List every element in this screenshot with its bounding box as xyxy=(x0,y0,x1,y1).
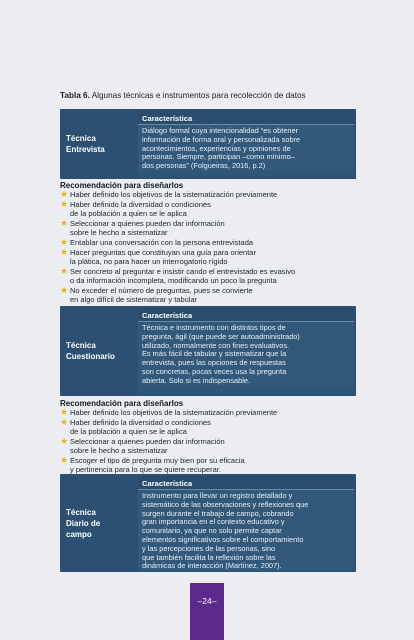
page-top-band xyxy=(0,0,414,66)
list-item xyxy=(60,268,360,286)
text-line: utilizado, normalmente con fines evaluativos. xyxy=(142,340,290,350)
list-item xyxy=(60,438,360,456)
tecnica-name: campo xyxy=(66,529,92,539)
list-item xyxy=(60,191,360,200)
recomendacion-list xyxy=(60,409,360,476)
list-item xyxy=(60,249,360,267)
recomendacion-list xyxy=(60,191,360,306)
text-line: elementos significativos sobre el comportamiento xyxy=(142,534,304,544)
star-icon: ★ xyxy=(60,189,69,199)
recomendacion-title: Recomendación para diseñarlos xyxy=(60,181,184,190)
text-line: Instrumento para llevar un registro detallado y xyxy=(142,491,293,500)
tecnica-label: Técnica xyxy=(66,134,96,143)
text-line: acontecimientos, experiencias y opiniones de xyxy=(142,143,291,153)
page-bottom-strip xyxy=(190,583,224,640)
star-icon: ★ xyxy=(60,407,69,417)
text-line: surgen durante el trabajo de campo, cobrando xyxy=(142,508,294,518)
text-line: comunitario, ya que no solo permite captar xyxy=(142,526,282,536)
star-icon: ★ xyxy=(60,247,69,258)
star-icon: ★ xyxy=(60,266,69,277)
caracteristica-header: Característica xyxy=(138,111,354,125)
bullet-text: de la población a quien se le aplica xyxy=(70,426,187,436)
text-line: y las percepciones de las personas, sino xyxy=(142,543,276,553)
list-item xyxy=(60,457,360,475)
bullet-text: Haber definido los objetivos de la sistematización previamente xyxy=(70,190,278,199)
tecnica-cell xyxy=(62,111,136,177)
star-icon: ★ xyxy=(60,455,69,466)
star-icon: ★ xyxy=(60,218,69,229)
text-line: Es más fácil de tabular y sistematizar que la xyxy=(142,349,287,359)
text-line: dos personas” (Folgueiras, 2016, p.2) xyxy=(142,161,266,171)
table-title xyxy=(60,91,306,100)
star-icon: ★ xyxy=(60,285,69,296)
diario-de-campo-panel xyxy=(60,474,356,572)
bullet-text: Entablar una conversación con la persona entrevistada xyxy=(70,238,254,248)
bullet-text: Ser concreto al preguntar e insistir cando el entrevistado es evasivo xyxy=(70,267,296,277)
tecnica-name: Entrevista xyxy=(66,145,105,154)
list-item xyxy=(60,201,360,219)
text-line: que también facilita la reflexión sobre las xyxy=(142,552,276,562)
bullet-text: Seleccionar a quienes pueden dar información xyxy=(70,437,225,447)
cuestionario-panel xyxy=(60,306,356,396)
text-line: pregunta, ágil (que puede ser autoadministrado) xyxy=(142,331,300,341)
text-line: personas. Siempre, participan –como mínimo– xyxy=(142,152,295,162)
bullet-text: No exceder el número de preguntas, pues se convierte xyxy=(70,286,253,296)
star-icon: ★ xyxy=(60,417,69,428)
caracteristica-cell xyxy=(138,308,354,394)
list-item xyxy=(60,239,360,248)
text-line: Técnica e instrumento con distintos tipos de xyxy=(142,323,286,332)
table-title-label: Tabla 6. xyxy=(60,91,90,100)
bullet-text: Escoger el tipo de pregunta muy bien por su eficacia xyxy=(70,456,245,466)
caracteristica-header: Característica xyxy=(138,308,354,322)
caracteristica-text xyxy=(138,125,354,171)
tecnica-cell xyxy=(62,476,136,570)
list-item xyxy=(60,409,360,418)
tecnica-cell xyxy=(62,308,136,394)
bullet-text: Haber definido la diversidad o condiciones xyxy=(70,200,211,210)
star-icon: ★ xyxy=(60,199,69,210)
bullet-text: la plática, no para hacer un interrogatorio rígido xyxy=(70,257,228,267)
bullet-text: y pertinencia para lo que se quiere recuperar. xyxy=(70,464,221,474)
star-icon: ★ xyxy=(60,237,69,248)
entrevista-panel xyxy=(60,109,356,179)
table-title-text: Algunas técnicas e instrumentos para recolección de datos xyxy=(89,91,306,100)
text-line: entrevista, pues las opciones de respuestas xyxy=(142,358,286,368)
text-line: son concretas, pocas veces usa la pregunta xyxy=(142,366,287,376)
caracteristica-header: Característica xyxy=(138,476,354,490)
caracteristica-text xyxy=(138,322,354,386)
bullet-text: Hacer preguntas que constituyan una guía para orientar xyxy=(70,248,256,258)
list-item xyxy=(60,419,360,437)
tecnica-label: Técnica xyxy=(66,341,96,350)
bullet-text: de la población a quien se le aplica xyxy=(70,208,187,218)
tecnica-label: Técnica xyxy=(66,507,96,517)
bullet-text: Haber definido la diversidad o condiciones xyxy=(70,418,211,428)
text-line: abierta. Solo si es indispensable. xyxy=(142,375,251,385)
text-line: Diálogo formal cuya intencionalidad “es obtener xyxy=(142,126,299,135)
text-line: gran importancia en el contexto educativo y xyxy=(142,517,285,527)
list-item xyxy=(60,220,360,238)
text-line: información de forma oral y personalizada sobre xyxy=(142,134,301,144)
text-line: dinámicas de interacción (Martínez, 2007). xyxy=(142,561,282,571)
bullet-text: sobre le hecho a sistematizar xyxy=(70,227,168,237)
page-number: –24– xyxy=(197,596,217,606)
bullet-text: Haber definido los objetivos de la sistematización previamente xyxy=(70,408,278,417)
tecnica-name: Diario de xyxy=(66,518,101,528)
recomendacion-title: Recomendación para diseñarlos xyxy=(60,399,184,408)
caracteristica-cell xyxy=(138,476,354,570)
bullet-text: en algo difícil de sistematizar y tabular xyxy=(70,295,198,305)
bullet-text: sobre le hecho a sistematizar xyxy=(70,445,168,455)
list-item xyxy=(60,287,360,305)
tecnica-name: Cuestionario xyxy=(66,352,115,361)
bullet-text: o da información incompleta, modificando un poco la pregunta xyxy=(70,276,277,286)
caracteristica-text xyxy=(138,490,354,571)
bullet-text: Seleccionar a quienes pueden dar información xyxy=(70,219,225,229)
text-line: sistemático de las observaciones y reflexiones que xyxy=(142,499,309,509)
star-icon: ★ xyxy=(60,436,69,447)
caracteristica-cell xyxy=(138,111,354,177)
